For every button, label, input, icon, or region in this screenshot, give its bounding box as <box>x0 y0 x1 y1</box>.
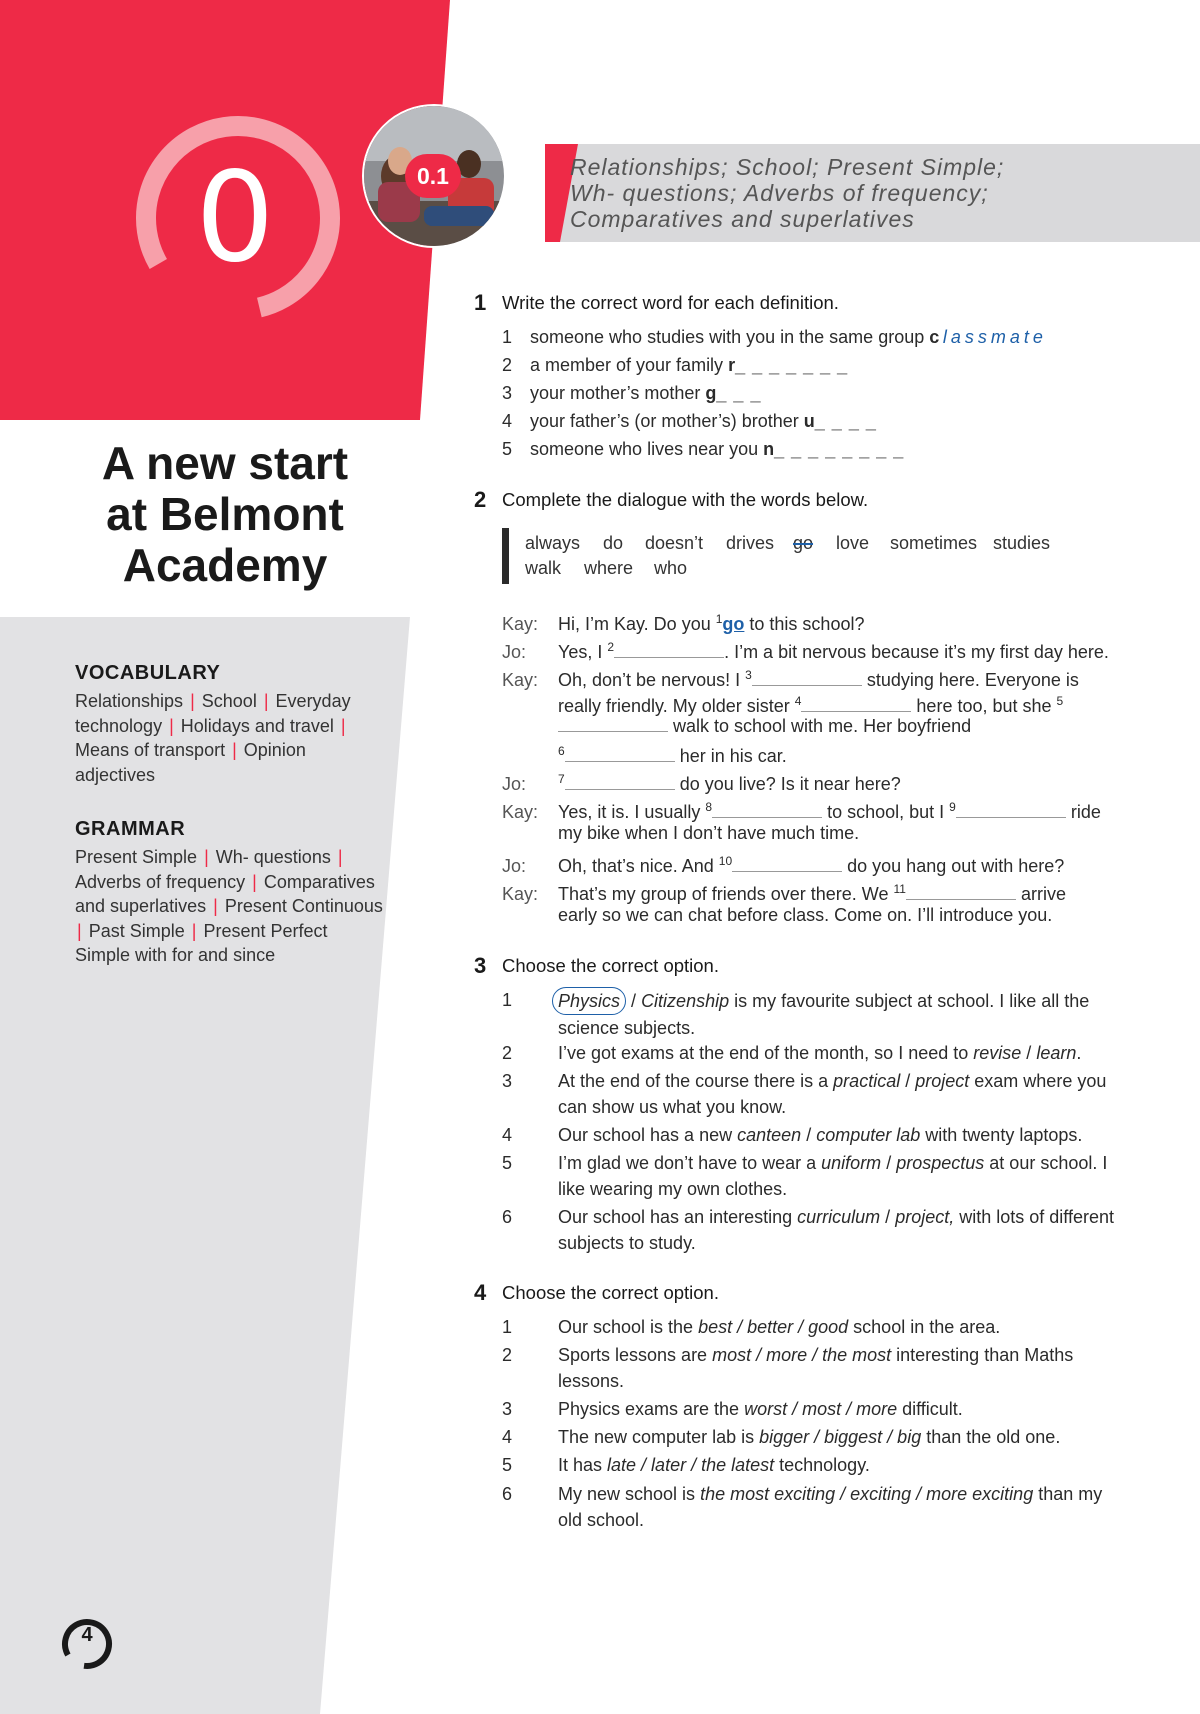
letter-blanks[interactable]: _ _ _ _ <box>814 411 877 431</box>
letter-blanks[interactable]: _ _ _ <box>716 383 762 403</box>
dialogue-line: early so we can chat before class. Come on. I’ll introduce you. <box>558 905 1053 925</box>
option[interactable]: uniform <box>821 1153 882 1173</box>
options[interactable]: most / more / the most <box>712 1345 892 1365</box>
list-item: 4 your father’s (or mother’s) brother u_ _ _ _ <box>502 411 877 431</box>
word-option: do <box>603 533 624 553</box>
answer-blank[interactable] <box>565 744 675 762</box>
exercise-number: 3 <box>474 953 487 978</box>
list-item: Our school has a new canteen / computer lab with twenty laptops. <box>558 1125 1083 1145</box>
page-number: 4 <box>81 1624 93 1646</box>
item-number: 6 <box>502 1484 513 1504</box>
exercise-number: 4 <box>474 1280 487 1305</box>
word-box-bar <box>502 528 509 584</box>
selected-option[interactable]: Physics <box>552 987 626 1015</box>
exercise-instruction: Choose the correct option. <box>502 955 719 976</box>
item-number: 6 <box>502 1207 513 1227</box>
dialogue-line: Jo: $^7$ do you live? Is it near here? <box>502 772 901 794</box>
word-option: always <box>525 533 581 553</box>
exercise-number: 2 <box>474 487 487 512</box>
item-number: 3 <box>502 1399 513 1419</box>
list-item: 2 a member of your family r_ _ _ _ _ _ _ <box>502 355 849 375</box>
option[interactable]: revise <box>973 1043 1022 1063</box>
list-item: I’m glad we don’t have to wear a uniform / prospectus at our school. I like wearing my own clothes. <box>558 1153 1108 1199</box>
item-number: 3 <box>502 1071 513 1091</box>
option[interactable]: prospectus <box>896 1153 985 1173</box>
answer-blank[interactable] <box>801 694 911 712</box>
word-option-used: go <box>793 533 814 553</box>
option[interactable]: learn <box>1036 1043 1077 1063</box>
answer-blank[interactable] <box>752 668 862 686</box>
option[interactable]: practical <box>833 1071 901 1091</box>
answer-blank[interactable] <box>558 714 668 732</box>
unit-title: A new start at Belmont Academy <box>101 437 349 591</box>
item-number: 1 <box>502 1317 513 1337</box>
item-number: 5 <box>502 1153 513 1173</box>
list-item: The new computer lab is bigger / biggest / big than the old one. <box>558 1427 1061 1447</box>
options[interactable]: late / later / the latest <box>607 1455 775 1475</box>
dialogue-line: Kay: Oh, don’t be nervous! I $^3$ studying here. Everyone is <box>502 668 1079 690</box>
grammar-list: Present Simple | Wh- questions | Adverbs of frequency | Comparatives and superlatives | Present Continuous | Past Simple | Present Perfect Simple with for and since <box>75 845 385 968</box>
word-option: studies <box>993 533 1051 553</box>
vocabulary-list: Relationships | School | Everyday technology | Holidays and travel | Means of transport | Opinion adjectives <box>75 689 385 787</box>
dialogue-line: Jo: Yes, I $^2$ . I’m a bit nervous because it’s my first day here. <box>502 640 1109 662</box>
word-option: drives <box>726 533 775 553</box>
list-item: My new school is the most exciting / exciting / more exciting than my old school. <box>558 1484 1103 1530</box>
list-item: Physics exams are the worst / most / more difficult. <box>558 1399 963 1419</box>
list-item: Sports lessons are most / more / the most interesting than Maths lessons. <box>558 1345 1074 1391</box>
word-option: where <box>584 558 634 578</box>
dialogue-line: really friendly. My older sister $^4$ here too, but she $^5$ <box>558 694 1064 716</box>
answer-blank[interactable] <box>614 640 724 658</box>
list-item: 3 your mother’s mother g_ _ _ <box>502 383 762 403</box>
option[interactable]: curriculum <box>797 1207 881 1227</box>
list-item: Our school is the best / better / good school in the area. <box>558 1317 1001 1337</box>
answer-blank[interactable] <box>732 854 842 872</box>
answer-blank[interactable] <box>956 800 1066 818</box>
item-number: 4 <box>502 1125 513 1145</box>
option[interactable]: Citizenship <box>641 991 730 1011</box>
options[interactable]: bigger / biggest / big <box>759 1427 922 1447</box>
item-number: 4 <box>502 1427 513 1447</box>
options[interactable]: best / better / good <box>698 1317 849 1337</box>
options[interactable]: the most exciting / exciting / more exciting <box>700 1484 1034 1504</box>
list-item: I’ve got exams at the end of the month, so I need to revise / learn. <box>558 1043 1082 1063</box>
lesson-topics: Relationships; School; Present Simple; Wh- questions; Adverbs of frequency; Comparatives and superlatives <box>570 154 1005 232</box>
dialogue-line: Kay: Hi, I’m Kay. Do you $^1$go to this school? <box>502 612 865 634</box>
exercise-instruction: Complete the dialogue with the words below. <box>502 489 869 510</box>
dialogue-line: my bike when I don’t have much time. <box>558 823 860 843</box>
list-item: 1 someone who studies with you in the same group c lassmate <box>502 327 1047 347</box>
dialogue-line: Kay: Yes, it is. I usually $^8$ to school, but I $^9$ ride <box>502 800 1101 822</box>
letter-blanks[interactable]: _ _ _ _ _ _ _ _ <box>774 439 905 459</box>
list-item: Our school has an interesting curriculum / project, with lots of different subjects to study. <box>558 1207 1114 1253</box>
list-item: Physics / Citizenship is my favourite subject at school. I like all the science subjects. <box>558 987 1118 1041</box>
unit-number: 0 <box>195 146 275 290</box>
item-number: 2 <box>502 1345 513 1365</box>
answer-blank[interactable] <box>565 772 675 790</box>
list-item: 5 someone who lives near you n_ _ _ _ _ _ _ _ <box>502 439 905 459</box>
exercise-number: 1 <box>474 290 487 315</box>
dialogue-line: Jo: Oh, that’s nice. And $^{10}$ do you hang out with here? <box>502 854 1065 876</box>
options[interactable]: worst / most / more <box>744 1399 898 1419</box>
vocabulary-heading: VOCABULARY <box>75 662 221 684</box>
item-number: 1 <box>502 990 513 1010</box>
option[interactable]: project, <box>895 1207 955 1227</box>
dialogue-line: Kay: That’s my group of friends over there. We $^{11}$ arrive <box>502 882 1066 904</box>
option[interactable]: canteen <box>737 1125 802 1145</box>
grammar-heading: GRAMMAR <box>75 818 186 840</box>
answer-blank[interactable] <box>906 882 1016 900</box>
word-option: sometimes <box>890 533 978 553</box>
exercise-instruction: Write the correct word for each definition. <box>502 292 839 313</box>
word-option: who <box>654 558 688 578</box>
word-option: doesn’t <box>645 533 704 553</box>
option[interactable]: computer lab <box>816 1125 921 1145</box>
item-number: 5 <box>502 1455 513 1475</box>
word-option: love <box>836 533 870 553</box>
answer-blank[interactable] <box>712 800 822 818</box>
letter-blanks[interactable]: _ _ _ _ _ _ _ <box>735 355 849 375</box>
exercise-instruction: Choose the correct option. <box>502 1282 719 1303</box>
answer-text: go <box>722 614 745 634</box>
dialogue-line: walk to school with me. Her boyfriend <box>558 714 971 738</box>
word-option: walk <box>525 558 562 578</box>
lesson-number-badge: 0.1 <box>405 154 461 198</box>
option[interactable]: project <box>915 1071 970 1091</box>
list-item: It has late / later / the latest technology. <box>558 1455 870 1475</box>
answer-text: lassmate <box>942 327 1047 347</box>
dialogue-line: $^6$ her in his car. <box>558 744 787 766</box>
list-item: At the end of the course there is a practical / project exam where you can show us what you know. <box>558 1071 1107 1117</box>
item-number: 2 <box>502 1043 513 1063</box>
